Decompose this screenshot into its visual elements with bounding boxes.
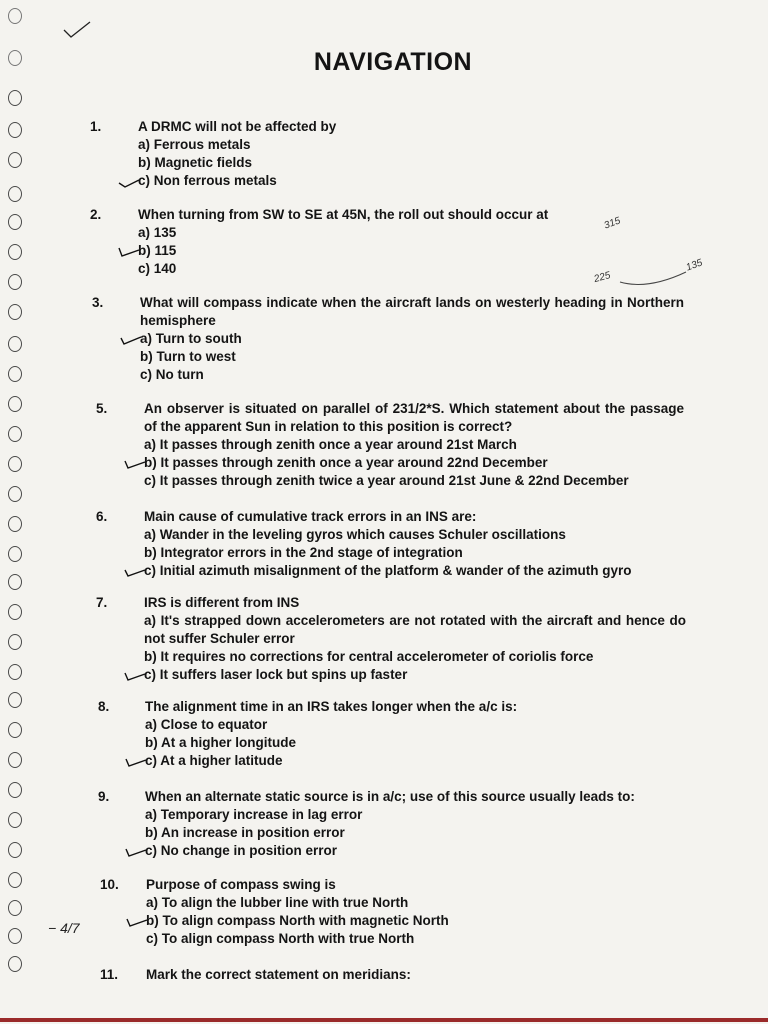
question-stem: The alignment time in an IRS takes longer when the a/c is: — [145, 699, 518, 714]
question-number: 10. — [100, 877, 119, 892]
option-b: b) 115 — [138, 242, 176, 260]
question-number: 6. — [96, 509, 108, 524]
option-b: b) An increase in position error — [145, 825, 345, 840]
option-a: a) Wander in the leveling gyros which causes Schuler oscillations — [144, 527, 566, 542]
option-a: a) It passes through zenith once a year around 21st March — [144, 437, 517, 452]
check-mark-icon — [126, 914, 148, 928]
question-stem: Main cause of cumulative track errors in an INS are: — [144, 509, 477, 524]
handwritten-arc-icon — [618, 264, 688, 288]
question-stem: What will compass indicate when the aircraft lands on westerly heading in Northern hemisphere — [140, 295, 684, 328]
question-number: 9. — [98, 789, 110, 804]
check-mark-icon — [118, 174, 140, 188]
handwritten-note: 135 — [684, 257, 705, 274]
option-b: b) Turn to west — [140, 349, 236, 364]
option-c: c) To align compass North with true North — [146, 931, 415, 946]
handwritten-tick-icon — [62, 20, 92, 40]
check-mark-icon — [120, 332, 142, 346]
question-stem: When an alternate static source is in a/c; use of this source usually leads to: — [145, 789, 635, 804]
check-mark-icon — [125, 844, 147, 858]
question-stem: Purpose of compass swing is — [146, 877, 336, 892]
option-c: c) At a higher latitude — [145, 752, 296, 770]
option-a: a) Turn to south — [140, 330, 242, 348]
option-a: a) 135 — [138, 225, 177, 240]
option-b: b) Magnetic fields — [138, 155, 253, 170]
check-mark-icon — [124, 456, 146, 470]
option-a: a) Temporary increase in lag error — [145, 807, 363, 822]
question-number: 11. — [100, 967, 119, 982]
option-c: c) No turn — [140, 367, 204, 382]
option-c: c) It passes through zenith twice a year around 21st June & 22nd December — [144, 473, 629, 488]
check-mark-icon — [118, 244, 140, 258]
question-number: 3. — [92, 295, 104, 310]
question-stem: When turning from SW to SE at 45N, the roll out should occur at — [138, 207, 549, 222]
option-b: b) To align compass North with magnetic North — [146, 912, 449, 930]
handwritten-note: 225 — [592, 270, 612, 285]
question-number: 2. — [90, 207, 102, 222]
option-b: b) It passes through zenith once a year around 22nd December — [144, 454, 629, 472]
page-title: NAVIGATION — [313, 48, 473, 76]
option-b: b) Integrator errors in the 2nd stage of integration — [144, 545, 463, 560]
option-a: a) To align the lubber line with true North — [146, 895, 409, 910]
handwritten-margin-note: − 4/7 — [48, 920, 80, 936]
option-c: c) Non ferrous metals — [138, 172, 277, 190]
question-number: 5. — [96, 401, 108, 416]
question-stem: An observer is situated on parallel of 231/2*S. Which statement about the passage of the apparent Sun in relation to this position is correct? — [144, 401, 684, 434]
question-number: 8. — [98, 699, 110, 714]
binding-holes — [0, 0, 40, 1024]
check-mark-icon — [124, 668, 146, 682]
option-c: c) It suffers laser lock but spins up faster — [144, 666, 686, 684]
option-a: a) It's strapped down accelerometers are not rotated with the aircraft and hence do not suffer Schuler error — [144, 613, 686, 646]
option-b: b) It requires no corrections for central accelerometer of coriolis force — [144, 649, 594, 664]
question-stem: A DRMC will not be affected by — [138, 119, 337, 134]
option-a: a) Close to equator — [145, 717, 268, 732]
check-mark-icon — [125, 754, 147, 768]
question-stem: Mark the correct statement on meridians: — [146, 967, 411, 982]
question-number: 1. — [90, 119, 102, 134]
question-number: 7. — [96, 595, 108, 610]
check-mark-icon — [124, 564, 146, 578]
option-b: b) At a higher longitude — [145, 735, 296, 750]
question-stem: IRS is different from INS — [144, 595, 300, 610]
handwritten-note: 315 — [602, 215, 623, 232]
option-c: c) Initial azimuth misalignment of the platform & wander of the azimuth gyro — [144, 562, 632, 580]
option-c: c) No change in position error — [145, 842, 362, 860]
option-a: a) Ferrous metals — [138, 137, 251, 152]
page-edge — [0, 1018, 768, 1022]
option-c: c) 140 — [138, 261, 177, 276]
